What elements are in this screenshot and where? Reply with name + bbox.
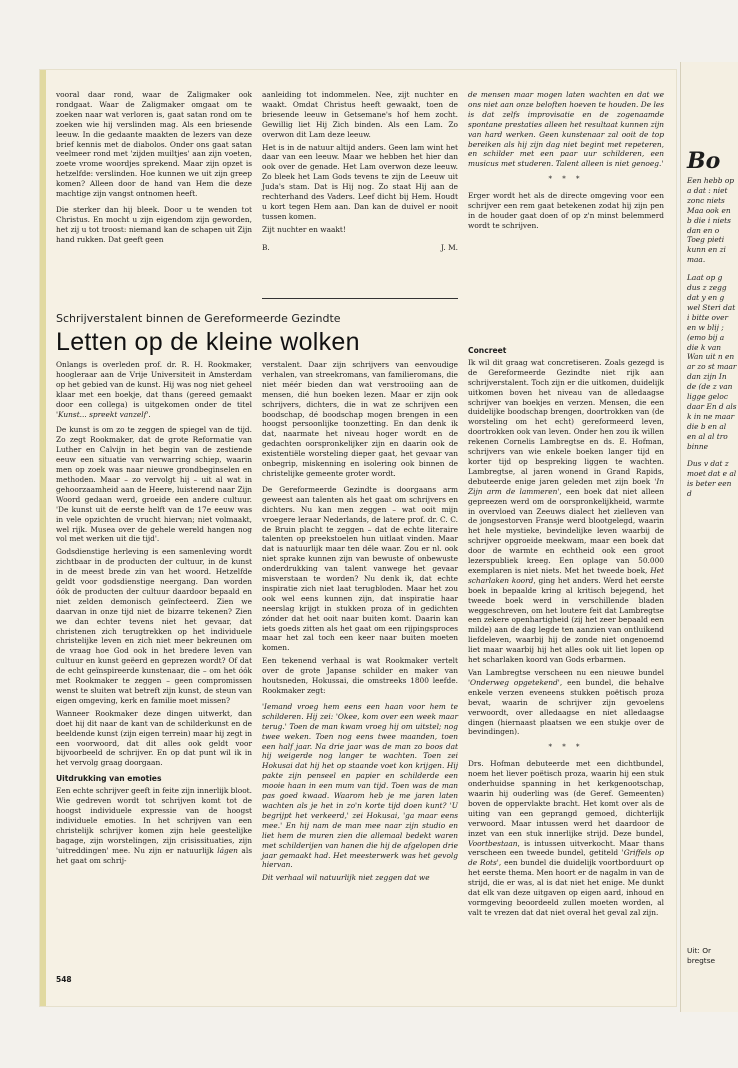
article-paragraph: De kunst is om zo te zeggen de spiegel van de tijd. Zo zegt Rookmaker, dat de grote Reformatie van Luther en Calvijn in het begin van de zestiende eeuw een situatie van verwarring schiep, waarin men op zoek was naar nieuwe grondbeginselen en methoden. Maar – zo vervolgt hij – uit al wat in gehoorzaamheid aan de Heere, luisterend naar Zijn Woord gedaan werd, groeide een andere cultuur. 'De kunst uit de eerste helft van de 17e eeuw was in vele opzichten de vrucht hiervan; niet volmaakt, wel rijk. Musea over de gehele wereld hangen nog vol met werken uit die tijd'. — [56, 425, 252, 544]
book-title: 'In Zijn arm de lammeren' — [468, 476, 664, 496]
next-page-title: Bo — [687, 148, 721, 174]
next-page-footnote: Uit: Or bregtse — [687, 946, 716, 965]
signature-right: J. M. — [440, 242, 458, 252]
article-paragraph: De Gereformeerde Gezindte is doorgaans arm geweest aan talenten als het gaat om schrijvers en dichters. Nu kan men zeggen – wat ooit mijn vroegere leraar Nederlands, de latere prof. dr. C. C. de Bruin placht te zeggen – dat de echte literaire talenten op preekstoelen hun uitlaat vinden. Maar dat is natuurlijk maar ten déle waar. Zou er nl. ook niet sprake kunnen zijn van bewuste of onbewuste onderdrukking van talent vanwege het gevaar misverstaan te worden? Nu denk ik, dat echte inspiratie zich niet laat terugbloden. Maar het zou ook wel eens kunnen zijn, dat inspiratie haar neerslag krijgt in stukken proza of in gedichten zónder dat het ooit naar buiten komt. Daarin kan iets goeds zitten als het gaat om een rijpingsproces maar het zal toch een keer naar buiten moeten komen. — [262, 484, 458, 653]
signature-line — [262, 243, 458, 253]
top-col1-paragraph: Die sterker dan hij bleek. Door u te wenden tot Christus. En mocht u zijn eigendom zijn geworden, het zij u tot troost: niemand kan de schapen uit Zijn hand rukken. Dat geeft geen — [56, 204, 252, 244]
section-stars: * * * — [548, 175, 584, 184]
next-page-fragment: Dus v dat z moet dat e al is beter een d — [687, 459, 737, 499]
book-title: Voortbestaan — [468, 838, 518, 848]
p3-text: , is intussen uitverkocht. Maar thans verscheen een tweede bundel, getiteld — [468, 838, 664, 858]
magazine-page — [40, 70, 676, 1006]
book-title: 'Kunst... spreekt vanzelf' — [56, 409, 149, 419]
top-col2-paragraph: Zijt nuchter en waakt! — [262, 224, 346, 234]
p5-text: Een echte schrijver geeft in feite zijn innerlijk bloot. Wie gedreven wordt tot schrijven komt tot de hoogst individuele expressie van de hoogst individuele emoties. In het schrijven van een christelijk schrijver komen zijn hele geestelijke bagage, zijn worstelingen, zijn crisissituaties, zijn 'uitreddingen' mee. Nu zijn er natuurlijk — [56, 786, 252, 855]
intro-end: . — [148, 409, 151, 419]
article-paragraph — [56, 786, 252, 865]
book-title: Het scharlaken koord — [468, 565, 664, 585]
p2-text: , een bundel, die behalve enkele verzen eveneens stukken poëtisch proza bevat, waarin de schrijver zijn gevoelens verwoordt, over alledaagse en niet alledaagse dingen (hiernaast plaatsen we een stukje over de bevindingen). — [468, 677, 664, 737]
hokusai-quote-end: de mensen maar mogen laten wachten en dat we ons niet aan onze beloften hoeven te houden. De les is dat zelfs improvisatie en de zogenaamde spontane prestaties alleen het resultaat kunnen zijn van hard werken. Geen kunstenaar zal ooit de top bereiken als hij zijn dag niet begint met repeteren, en schilder met een paar uur schilderen, een musicus met studeren. Talent alleen is niet genoeg.' — [468, 90, 664, 169]
p5-emphasis: lágen — [217, 845, 238, 855]
next-page-edge — [680, 62, 738, 1012]
p3-text: Drs. Hofman debuteerde met een dichtbundel, noem het liever poëtisch proza, waarin hij een stuk onderhuidse spanning in het kerkgenootschap, waarin hij ouderling was (de Geref. Gemeenten) boven de oppervlakte bracht. Het komt over als de uiting van een geprangd gemoed, dichterlijk verwoord. Maar intussen werd het daardoor de inzet van een stuk innerlijke strijd. Deze bundel, — [468, 759, 664, 838]
article-paragraph: Godsdienstige herleving is een samenleving wordt zichtbaar in de producten der cultuur, in de kunst in de meest brede zin van het woord. Hetzelfde geldt voor godsdienstige neergang. Dan worden óók de producten der cultuur daardoor bepaald en niet zelden demonisch geïnfecteerd. Zien we daarvan in onze tijd niet de bizarre tekenen? Zien we dan echter tevens niet het gevaar, dat christenen zich terugtrekken op het individuele christelijke leven en zich niet meer bekreunen om de vraag hoe God ook in het bredere leven van cultuur en kunst geëerd en geprezen wordt? Of dat de echt geïnspireerde kunstenaar, die – om het óók met Rookmaker te zeggen – geen compromissen wenst te sluiten wat betreft zijn kunst, de steun van eigen omgeving, kerk en familie moet missen? — [56, 547, 252, 705]
quote-end: Dit verhaal wil natuurlijk niet zeggen dat we — [262, 873, 430, 883]
article-column-3 — [468, 346, 664, 921]
p3-text: , een bundel die duidelijk voortborduurt op het eerste thema. Men hoort er de nagalm in van de strijd, die er was, al is dat niet het enige. Me dunkt dat elk van deze uitgaven op eigen aard, inhoud en vormgeving beoordeeld zullen moeten worden, al valt te vrezen dat dat niet overal het geval zal zijn. — [468, 858, 664, 917]
signature-left: B. — [262, 242, 270, 252]
next-page-text — [687, 176, 737, 507]
top-column-2 — [262, 90, 458, 253]
top-column-1 — [56, 90, 252, 248]
next-page-fragment: Laat op g dus z zegg dat y en g wel Steri dat i bitte over en w blij ; (emo bij a die k van Wan uit n en ar zo st maar dan zijn In de (de z van ligge geloc daar En d als k in ne maar die b en al en al al tro binne — [687, 273, 737, 451]
article-paragraph: Een tekenend verhaal is wat Rookmaker vertelt over de grote Japanse schilder en maker van houtsneden, Hokussai, die omstreeks 1800 leefde. Rookmaker zegt: — [262, 656, 458, 695]
article-column-2 — [262, 360, 458, 886]
top-column-3 — [468, 90, 664, 234]
article-paragraph — [468, 668, 664, 737]
p5-end: als het gaat om schrij- — [56, 845, 252, 865]
next-page-fragment: Een hebb op a dat : niet zonc niets Maa ook en b die i niets dan en o Toeg pieti kunn en zi maa. — [687, 176, 735, 265]
article-paragraph: Wanneer Rookmaker deze dingen uitwerkt, dan doet hij dit naar de kant van de schilderkunst en de beeldende kunst (zijn eigen terrein) maar hij zegt in een voorwoord, dat dit alles ook geldt voor bijvoorbeeld de schrijver. En op dat punt wil ik in het vervolg graag doorgaan. — [56, 708, 252, 768]
top-col1-paragraph: vooral daar rond, waar de Zaligmaker ook rondgaat. Waar de Zaligmaker omgaat om te zoeken naar wat verloren is, gaat satan rond om te zoeken wie hij verslinden mag. Als een briesende leeuw. In die gedaante maakten de lezers van deze brief kennis met de diabolos. Onder ons gaat satan veelmeer rond met 'zijden muiltjes' aan zijn voeten, zoete vrome woordjes sprekend. Maar zijn opzet is hetzelfde: verslinden. Hoe kunnen we uit zijn greep komen? Alleen door de hand van Hem die deze machtige zijn vangst ontnomen heeft. — [56, 90, 252, 199]
top-col2-paragraph: Het is in de natuur altijd anders. Geen lam wint het daar van een leeuw. Maar we hebben het hier dan ook over de genade. Het Lam overwon deze leeuw. Zo bleek het Lam Gods tevens te zijn de Leeuw uit Juda's stam. Dat is Hij nog. Zo staat Hij aan de rechterhand des Vaders. Leef dicht bij Hem. Houdt u kort tegen Hem aan. Dan kan de duivel er nooit tussen komen. — [262, 142, 458, 221]
p1-text: , ging het anders. Werd het eerste boek in bepaalde kring al kritisch bejegend, het tweede boek werd in verschillende bladen weggeschreven, om het loutere feit dat Lambregtse een zekere openhartigheid (zij het zeer bepaald een milde) aan de dag legde ten aanzien van ontluikend liefdeleven, waarbij hij de zonde niet ongenoemd liet maar waarbij hij het alles ook uit liet lopen op het scharlaken koord van Gods erbarmen. — [468, 575, 664, 665]
article-paragraph — [468, 759, 664, 918]
subheading-emoties: Uitdrukking van emoties — [56, 774, 162, 784]
book-title: 'Onderweg opgetekend' — [468, 677, 560, 687]
top-col3-paragraph: Erger wordt het als de directe omgeving voor een schrijver een rem gaat betekenen zodat hij zijn pen in de houder gaat doen of op z'n minst belemmerd wordt te schrijven. — [468, 191, 664, 230]
article-paragraph: verstalent. Daar zijn schrijvers van eenvoudige verhalen, van streekromans, van familieromans, die niet méér bieden dan wat verstrooiing aan de mensen, dié hun boeken lezen. Maar er zijn ook schrijvers, dichters, die in wat ze schrijven een boodschap, dé boodschap mogen brengen in een hoogst persoonlijke toonzetting. En dan denk ik dat, naarmate het niveau hoger wordt en de gedachten oorspronkelijker zijn en daarin ook de existentiële worsteling dieper gaat, het gevaar van onbegrip, miskenning en isolering ook binnen de christelijke gemeente groter wordt. — [262, 360, 458, 478]
page-number: 548 — [56, 975, 72, 984]
article-paragraph — [468, 358, 664, 665]
intro-paragraph — [56, 360, 252, 419]
signature-rule — [262, 298, 458, 299]
p1-text: , een boek dat niet alleen gepreezen werd om de oorspronkelijkheid, warmte in overvloed van Zeeuws dialect het zielleven van de jongsestorven Fransje werd blootgelegd, waarin het hele mystieke, bevindelijke leven waarbij de schrijver opgroeide meekwam, maar een boek dat door de warmte en echtheid ook een groot lezerspubliek kreeg. Een oplage van 50.000 exemplaren is niet niets. Met het tweede boek, — [468, 486, 664, 575]
section-stars: * * * — [548, 743, 584, 752]
subheading-concreet: Concreet — [468, 346, 507, 355]
book-title: 'Griffels op de Rots' — [468, 848, 664, 868]
p1-text: Ik wil dit graag wat concretiseren. Zoals gezegd is de Gereformeerde Gezindte niet rijk aan schrijverstalent. Toch zijn er die uitkomen, duidelijk uitkomen boven het niveau van de alledaagse schrijver van boekjes en verzen. Mensen, die een duidelijke boodschap brengen, doortrokken van (de worsteling om het echt) gereformeerd leven, doortrokken ook van leven. Onder hen zou ik willen rekenen Cornelis Lambregtse en ds. E. Hofman, schrijvers van wie enkele boeken langer tijd en korter tijd op bespreking liggen te wachten. Lambregtse, al jaren wonend in Grand Rapids, debuteerde enige jaren geleden met zijn boek — [468, 357, 664, 486]
article-title: Letten op de kleine wolken — [56, 328, 360, 356]
article-kicker: Schrijverstalent binnen de Gereformeerde Gezindte — [56, 312, 341, 325]
p2-text: Van Lambregtse verscheen nu een nieuwe bundel — [468, 668, 664, 677]
top-col2-paragraph: aanleiding tot indommelen. Nee, zijt nuchter en waakt. Omdat Christus heeft gewaakt, toen de briesende leeuw in Getsemane's hof hem zocht. Gewillig liet Hij Zich binden. Als een Lam. Zo overwon dit Lam deze leeuw. — [262, 90, 458, 139]
article-column-1 — [56, 360, 252, 868]
hokusai-quote: 'Iemand vroeg hem eens een haan voor hem te schilderen. Hij zei: 'Okee, kom over een week maar terug.' Toen de man kwam vroeg hij om uitstel; nog twee weken. Toen nog eens twee maanden, toen een half jaar. Na drie jaar was de man zo boos dat hij weigerde nog langer te wachten. Toen zei Hokusai dat hij het op staande voet kon krijgen. Hij pakte zijn penseel en papier en schilderde een mooie haan in een mum van tijd. Toen was de man pas goed kwaad. Waarom heb je me jaren laten wachten als je het in zo'n korte tijd doen kunt? 'U begrijpt het verkeerd,' zei Hokusai, 'ga maar eens mee.' En hij nam de man mee naar zijn studio en liet hem de muren zien die allemaal bedekt waren met schilderijen van hanen die hij de afgelopen drie jaar gemaakt had. Het meesterwerk was het gevolg hiervan. — [262, 701, 458, 870]
intro-text: Onlangs is overleden prof. dr. R. H. Rookmaker, hoogleraar aan de Vrije Universiteit in Amsterdam op het gebied van de kunst. Hij was nog niet geheel klaar met een boekje, dat thans (gereed gemaakt door een collega) is uitgekomen onder de titel — [56, 360, 252, 409]
